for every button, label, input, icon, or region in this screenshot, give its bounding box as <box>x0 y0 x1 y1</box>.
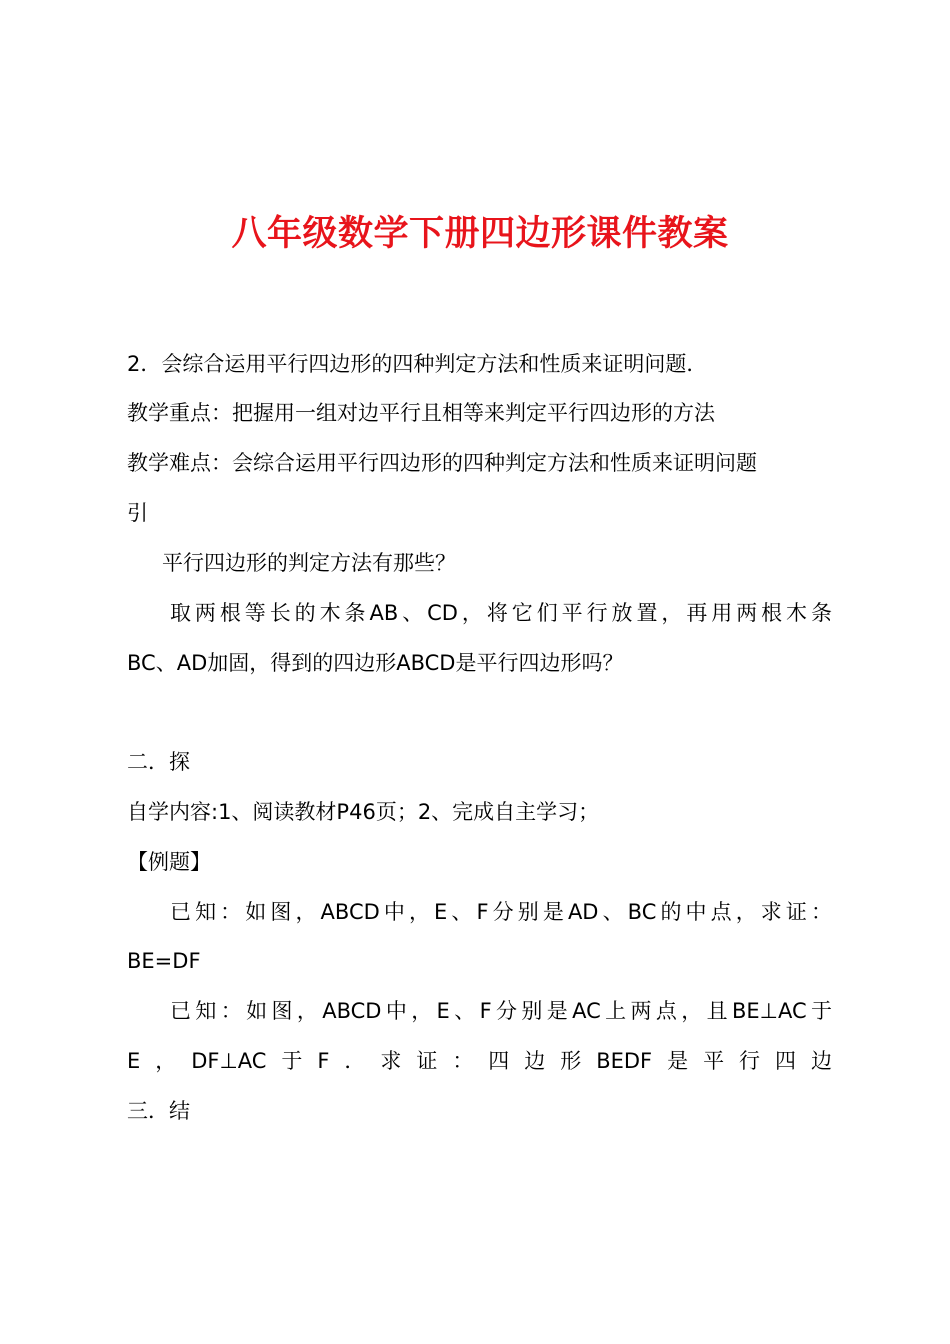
example-2-line-2: E，DF⊥AC于F．求证：四边形BEDF是平行四边 <box>127 1049 832 1073</box>
teaching-key-point: 教学重点：把握用一组对边平行且相等来判定平行四边形的方法 <box>127 401 715 425</box>
section-explore-heading: 二．探 <box>127 750 190 774</box>
intro-question: 平行四边形的判定方法有那些？ <box>162 551 456 575</box>
teaching-difficulty: 教学难点：会综合运用平行四边形的四种判定方法和性质来证明问题 <box>127 451 757 475</box>
intro-problem-line-1: 取两根等长的木条AB、CD，将它们平行放置，再用两根木条 <box>170 601 832 625</box>
intro-problem-line-2: BC、AD加固，得到的四边形ABCD是平行四边形吗？ <box>127 651 624 675</box>
example-heading: 【例题】 <box>127 850 211 874</box>
section-summary-heading: 三．结 <box>127 1099 190 1123</box>
example-2-line-1: 已知：如图，ABCD中，E、F分别是AC上两点，且BE⊥AC于 <box>170 999 832 1023</box>
document-title: 八年级数学下册四边形课件教案 <box>231 213 729 254</box>
example-1-line-2: BE=DF <box>127 949 201 973</box>
objective-line-2: 2．会综合运用平行四边形的四种判定方法和性质来证明问题． <box>127 352 708 376</box>
example-1-line-1: 已知：如图，ABCD中，E、F分别是AD、BC的中点，求证： <box>170 900 832 924</box>
section-intro-heading: 引 <box>127 501 148 525</box>
self-study-content: 自学内容:1、阅读教材P46页；2、完成自主学习； <box>127 800 600 824</box>
